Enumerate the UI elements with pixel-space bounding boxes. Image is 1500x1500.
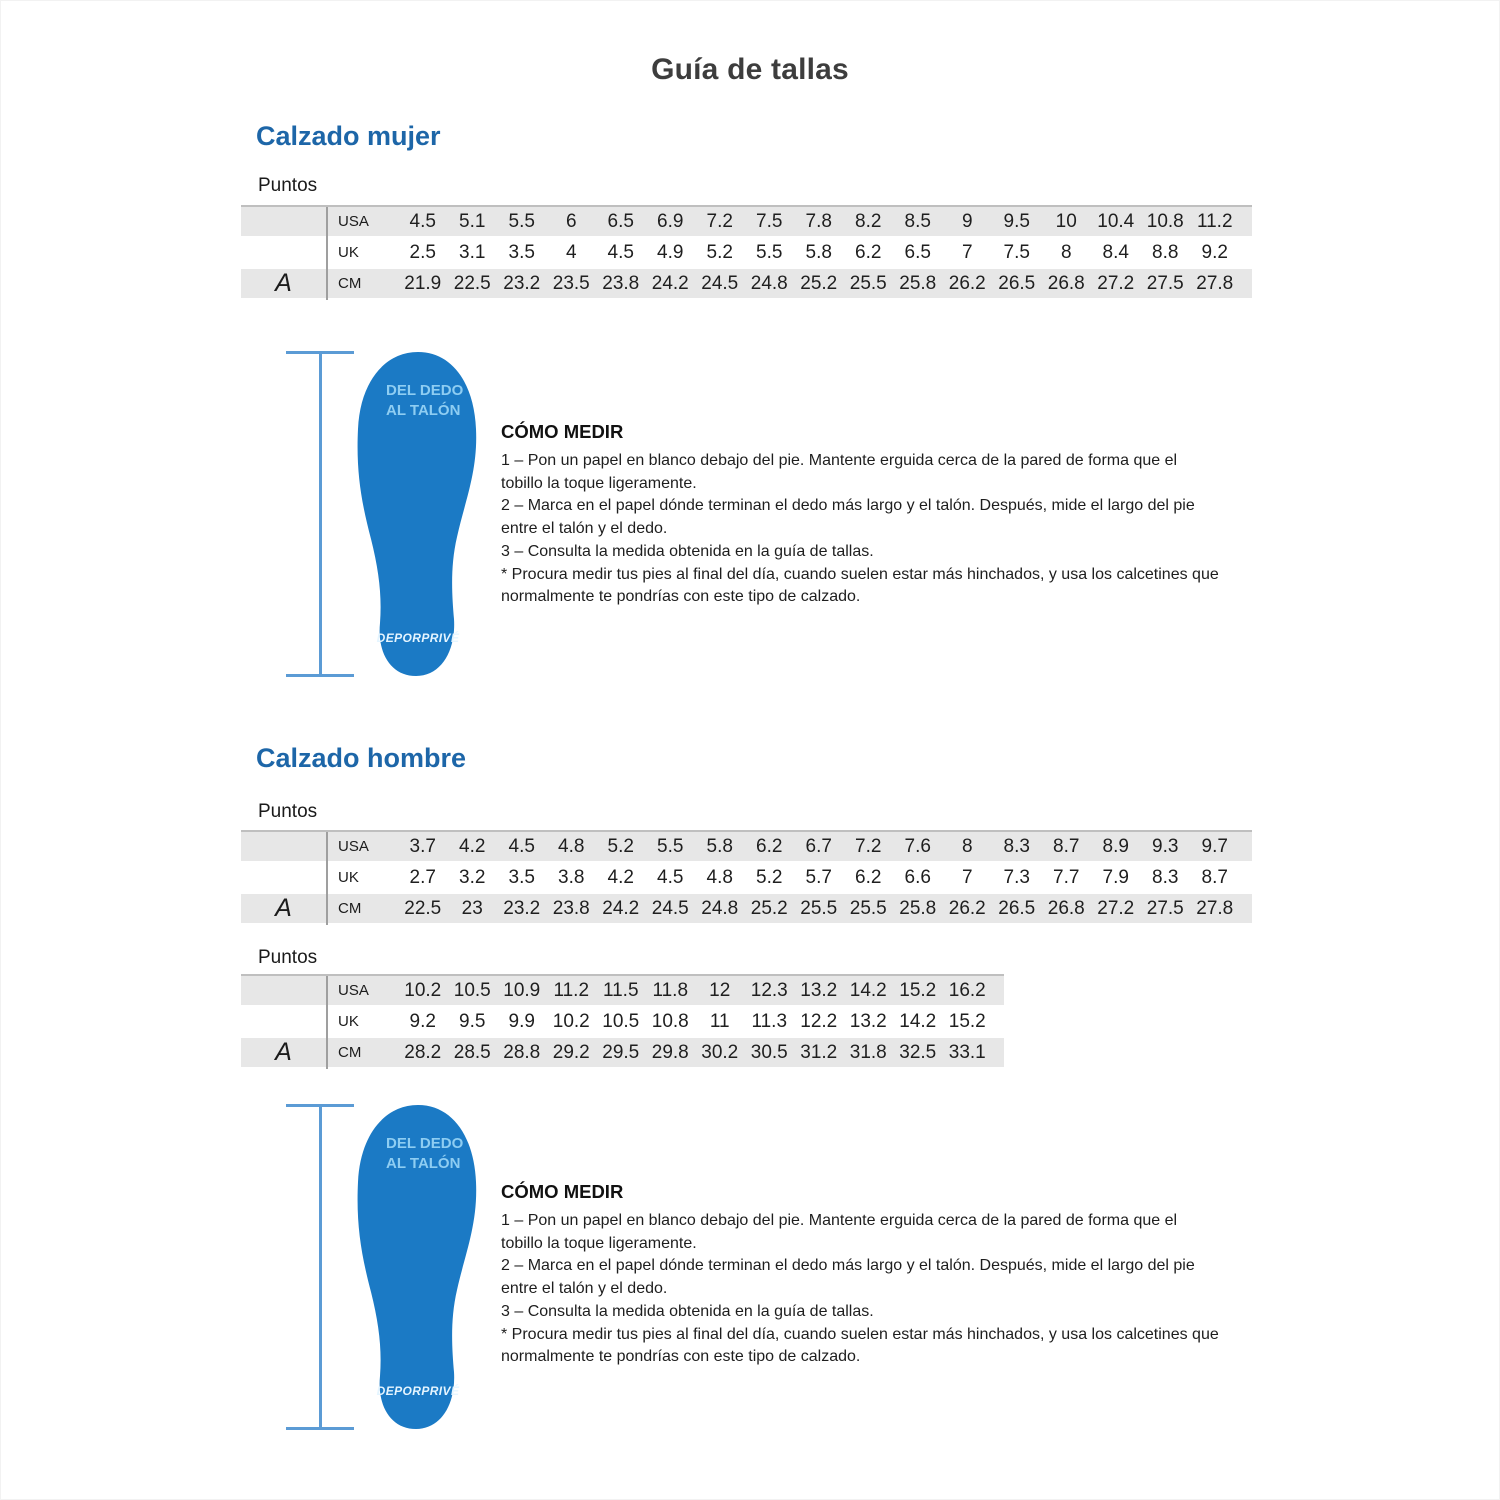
size-value-cell: 7.2 bbox=[855, 835, 882, 857]
size-value-cell: 6.2 bbox=[756, 835, 783, 857]
size-value-cell: 16.2 bbox=[948, 979, 986, 1001]
size-table-row bbox=[241, 976, 1004, 1007]
size-value-cell: 24.2 bbox=[651, 272, 689, 294]
size-value-cell: 5.5 bbox=[508, 210, 535, 232]
size-value-cell: 2.7 bbox=[409, 866, 436, 888]
how-to-measure-women bbox=[501, 421, 1221, 609]
size-value-cell: 9.3 bbox=[1152, 835, 1179, 857]
size-value-cell: 3.5 bbox=[508, 241, 535, 263]
size-value-cell: 10.2 bbox=[404, 979, 442, 1001]
size-value-cell: 4.5 bbox=[657, 866, 684, 888]
foot-diagram-label bbox=[386, 381, 463, 421]
how-to-measure-men bbox=[501, 1181, 1221, 1369]
size-value-cell: 13.2 bbox=[800, 979, 838, 1001]
foot-measure-diagram-men bbox=[286, 1100, 486, 1434]
size-value-cell: 4.8 bbox=[558, 835, 585, 857]
size-value-cell: 3.7 bbox=[409, 835, 436, 857]
size-value-cell: 24.5 bbox=[701, 272, 739, 294]
size-value-cell: 26.5 bbox=[998, 272, 1036, 294]
size-value-cell: 4.2 bbox=[459, 835, 486, 857]
size-value-cell: 31.2 bbox=[800, 1041, 838, 1063]
size-value-cell: 27.5 bbox=[1146, 272, 1184, 294]
size-value-cell: 11.8 bbox=[652, 979, 689, 1001]
size-value-cell: 27.2 bbox=[1097, 897, 1135, 919]
size-value-cell: 25.5 bbox=[849, 272, 887, 294]
size-value-cell: 24.2 bbox=[602, 897, 640, 919]
size-value-cell: 7.2 bbox=[706, 210, 733, 232]
ruler-bottom-cap bbox=[286, 1427, 354, 1430]
row-system-label: CM bbox=[338, 900, 362, 917]
size-value-cell: 26.5 bbox=[998, 897, 1036, 919]
size-value-cell: 27.8 bbox=[1196, 272, 1234, 294]
size-value-cell: 8.5 bbox=[904, 210, 931, 232]
size-value-cell: 4.5 bbox=[508, 835, 535, 857]
size-value-cell: 8 bbox=[961, 835, 973, 857]
size-value-cell: 3.1 bbox=[459, 241, 486, 263]
instruction-step-3: 3 – Consulta la medida obtenida en la guía de tallas. bbox=[501, 542, 874, 560]
size-value-cell: 33.1 bbox=[948, 1041, 986, 1063]
size-value-cell: 22.5 bbox=[404, 897, 442, 919]
size-value-cell: 7.5 bbox=[1003, 241, 1030, 263]
page-title: Guía de tallas bbox=[651, 53, 849, 86]
size-value-cell: 29.5 bbox=[602, 1041, 640, 1063]
size-value-cell: 10.5 bbox=[453, 979, 491, 1001]
size-table-row bbox=[241, 1007, 1004, 1038]
size-value-cell: 23.2 bbox=[503, 272, 541, 294]
size-value-cell: 6.2 bbox=[855, 241, 882, 263]
size-value-cell: 11 bbox=[709, 1010, 730, 1032]
size-value-cell: 23 bbox=[461, 897, 483, 919]
size-value-cell: 10.8 bbox=[651, 1010, 689, 1032]
size-value-cell: 15.2 bbox=[948, 1010, 986, 1032]
row-system-label: USA bbox=[338, 982, 369, 999]
size-value-cell: 15.2 bbox=[899, 979, 937, 1001]
size-value-cell: 6.5 bbox=[904, 241, 931, 263]
size-value-cell: 5.2 bbox=[756, 866, 783, 888]
size-value-cell: 24.8 bbox=[701, 897, 739, 919]
table-caption-puntos-men-2: Puntos bbox=[258, 947, 318, 968]
row-dimension-label: A bbox=[275, 1038, 292, 1066]
size-value-cell: 5.5 bbox=[657, 835, 684, 857]
size-value-cell: 26.2 bbox=[948, 272, 986, 294]
size-table-row bbox=[241, 863, 1252, 894]
size-value-cell: 9.7 bbox=[1201, 835, 1228, 857]
size-value-cell: 22.5 bbox=[453, 272, 491, 294]
size-value-cell: 11.2 bbox=[1196, 210, 1233, 232]
measurement-ruler-line bbox=[319, 351, 322, 677]
size-value-cell: 8.7 bbox=[1053, 835, 1080, 857]
table-caption-puntos-men-1: Puntos bbox=[258, 801, 318, 822]
size-value-cell: 10.8 bbox=[1146, 210, 1184, 232]
size-value-cell: 5.5 bbox=[756, 241, 783, 263]
row-system-label: CM bbox=[338, 275, 362, 292]
foot-label-line1: DEL DEDO bbox=[386, 382, 464, 399]
size-value-cell: 25.5 bbox=[849, 897, 887, 919]
size-value-cell: 28.2 bbox=[404, 1041, 442, 1063]
size-value-cell: 27.5 bbox=[1146, 897, 1184, 919]
size-value-cell: 32.5 bbox=[899, 1041, 937, 1063]
size-value-cell: 11.3 bbox=[751, 1010, 788, 1032]
size-value-cell: 3.8 bbox=[558, 866, 585, 888]
size-value-cell: 12.3 bbox=[750, 979, 788, 1001]
size-value-cell: 8.2 bbox=[855, 210, 882, 232]
size-value-cell: 5.8 bbox=[805, 241, 832, 263]
how-to-heading: CÓMO MEDIR bbox=[501, 1181, 624, 1202]
size-value-cell: 25.8 bbox=[899, 272, 937, 294]
ruler-bottom-cap bbox=[286, 674, 354, 677]
size-value-cell: 9.2 bbox=[409, 1010, 436, 1032]
size-value-cell: 4.8 bbox=[706, 866, 733, 888]
foot-label-line1: DEL DEDO bbox=[386, 1135, 464, 1152]
size-value-cell: 2.5 bbox=[409, 241, 436, 263]
size-value-cell: 6.7 bbox=[805, 835, 832, 857]
table-divider-line bbox=[326, 976, 328, 1069]
size-value-cell: 4.9 bbox=[657, 241, 684, 263]
size-value-cell: 8.9 bbox=[1102, 835, 1129, 857]
size-value-cell: 26.8 bbox=[1047, 897, 1085, 919]
size-value-cell: 29.8 bbox=[651, 1041, 689, 1063]
foot-diagram-label bbox=[386, 1134, 463, 1174]
foot-label-line2: AL TALÓN bbox=[386, 402, 461, 419]
size-value-cell: 8.4 bbox=[1102, 241, 1129, 263]
instruction-step-2: 2 – Marca en el papel dónde terminan el dedo más largo y el talón. Después, mide el largo del pie entre el talón y el dedo. bbox=[501, 1257, 1195, 1298]
size-value-cell: 5.8 bbox=[706, 835, 733, 857]
instruction-step-3: 3 – Consulta la medida obtenida en la guía de tallas. bbox=[501, 1302, 874, 1320]
size-value-cell: 7.7 bbox=[1053, 866, 1080, 888]
section-heading-men: Calzado hombre bbox=[256, 743, 467, 773]
size-value-cell: 27.2 bbox=[1097, 272, 1135, 294]
brand-logo-text: DEPORPRIVÉ bbox=[376, 631, 460, 645]
size-value-cell: 25.8 bbox=[899, 897, 937, 919]
size-value-cell: 8.3 bbox=[1003, 835, 1030, 857]
size-value-cell: 3.2 bbox=[459, 866, 486, 888]
instruction-step-1: 1 – Pon un papel en blanco debajo del pie. Mantente erguida cerca de la pared de forma que el tobillo la toque ligeramente. bbox=[501, 452, 1178, 492]
size-value-cell: 4.5 bbox=[607, 241, 634, 263]
size-value-cell: 23.2 bbox=[503, 897, 541, 919]
size-value-cell: 12.2 bbox=[800, 1010, 838, 1032]
size-value-cell: 28.5 bbox=[453, 1041, 491, 1063]
size-table-row bbox=[241, 1038, 1004, 1069]
size-value-cell: 6.6 bbox=[904, 866, 931, 888]
size-value-cell: 26.2 bbox=[948, 897, 986, 919]
row-system-label: USA bbox=[338, 213, 369, 230]
size-value-cell: 10.2 bbox=[552, 1010, 590, 1032]
size-table-row bbox=[241, 269, 1252, 300]
size-value-cell: 7 bbox=[961, 241, 973, 263]
size-table-row bbox=[241, 238, 1252, 269]
how-to-heading: CÓMO MEDIR bbox=[501, 421, 624, 442]
table-divider-line bbox=[326, 207, 328, 300]
men-size-table-2 bbox=[241, 974, 1004, 1069]
section-heading-women: Calzado mujer bbox=[256, 121, 441, 151]
size-value-cell: 6.5 bbox=[607, 210, 634, 232]
row-system-label: UK bbox=[338, 244, 359, 261]
size-value-cell: 23.5 bbox=[552, 272, 590, 294]
size-value-cell: 10.5 bbox=[602, 1010, 640, 1032]
size-value-cell: 9.2 bbox=[1201, 241, 1228, 263]
size-value-cell: 27.8 bbox=[1196, 897, 1234, 919]
size-value-cell: 9.9 bbox=[508, 1010, 535, 1032]
instruction-step-1: 1 – Pon un papel en blanco debajo del pie. Mantente erguida cerca de la pared de forma que el tobillo la toque ligeramente. bbox=[501, 1212, 1178, 1252]
size-value-cell: 5.2 bbox=[607, 835, 634, 857]
size-value-cell: 9.5 bbox=[1003, 210, 1030, 232]
size-value-cell: 8.3 bbox=[1152, 866, 1179, 888]
instruction-note: * Procura medir tus pies al final del día, cuando suelen estar más hinchados, y usa los calcetines que normalmente te pondrías con este tipo de calzado. bbox=[501, 565, 1219, 606]
size-value-cell: 8.8 bbox=[1152, 241, 1179, 263]
measurement-ruler-line bbox=[319, 1104, 322, 1430]
size-value-cell: 6.9 bbox=[657, 210, 684, 232]
size-value-cell: 24.8 bbox=[750, 272, 788, 294]
foot-label-line2: AL TALÓN bbox=[386, 1155, 461, 1172]
size-value-cell: 9.5 bbox=[459, 1010, 486, 1032]
size-value-cell: 3.5 bbox=[508, 866, 535, 888]
row-dimension-label: A bbox=[275, 894, 292, 922]
instruction-step-2: 2 – Marca en el papel dónde terminan el dedo más largo y el talón. Después, mide el largo del pie entre el talón y el dedo. bbox=[501, 497, 1195, 538]
size-value-cell: 5.1 bbox=[459, 210, 486, 232]
size-value-cell: 31.8 bbox=[849, 1041, 887, 1063]
size-value-cell: 7.8 bbox=[805, 210, 832, 232]
size-value-cell: 10 bbox=[1055, 210, 1077, 232]
row-system-label: UK bbox=[338, 869, 359, 886]
row-system-label: UK bbox=[338, 1013, 359, 1030]
size-value-cell: 4.2 bbox=[607, 866, 634, 888]
size-value-cell: 6 bbox=[565, 210, 577, 232]
size-value-cell: 29.2 bbox=[552, 1041, 590, 1063]
size-value-cell: 11.5 bbox=[602, 979, 639, 1001]
size-value-cell: 7.6 bbox=[904, 835, 931, 857]
size-value-cell: 8 bbox=[1060, 241, 1072, 263]
men-size-table-1 bbox=[241, 830, 1252, 925]
size-value-cell: 10.4 bbox=[1097, 210, 1135, 232]
size-value-cell: 11.2 bbox=[553, 979, 590, 1001]
size-value-cell: 30.2 bbox=[701, 1041, 739, 1063]
size-value-cell: 14.2 bbox=[899, 1010, 937, 1032]
foot-measure-diagram-women bbox=[286, 347, 486, 681]
size-value-cell: 9 bbox=[961, 210, 973, 232]
size-value-cell: 25.2 bbox=[800, 272, 838, 294]
row-dimension-label: A bbox=[275, 269, 292, 297]
size-value-cell: 23.8 bbox=[552, 897, 590, 919]
size-value-cell: 7.5 bbox=[756, 210, 783, 232]
instruction-note: * Procura medir tus pies al final del día, cuando suelen estar más hinchados, y usa los calcetines que normalmente te pondrías con este tipo de calzado. bbox=[501, 1325, 1219, 1366]
size-value-cell: 10.9 bbox=[503, 979, 541, 1001]
size-value-cell: 13.2 bbox=[849, 1010, 887, 1032]
table-divider-line bbox=[326, 832, 328, 925]
size-table-row bbox=[241, 894, 1252, 925]
brand-logo-text: DEPORPRIVÉ bbox=[376, 1384, 460, 1398]
size-value-cell: 25.2 bbox=[750, 897, 788, 919]
size-value-cell: 24.5 bbox=[651, 897, 689, 919]
size-value-cell: 26.8 bbox=[1047, 272, 1085, 294]
row-system-label: CM bbox=[338, 1044, 362, 1061]
size-value-cell: 7.9 bbox=[1102, 866, 1129, 888]
size-value-cell: 8.7 bbox=[1201, 866, 1228, 888]
size-value-cell: 12 bbox=[709, 979, 731, 1001]
size-value-cell: 5.7 bbox=[805, 866, 832, 888]
size-value-cell: 28.8 bbox=[503, 1041, 541, 1063]
size-value-cell: 6.2 bbox=[855, 866, 882, 888]
size-table-row bbox=[241, 832, 1252, 863]
table-caption-puntos-women: Puntos bbox=[258, 175, 318, 196]
size-value-cell: 4 bbox=[565, 241, 577, 263]
size-value-cell: 25.5 bbox=[800, 897, 838, 919]
size-value-cell: 7 bbox=[961, 866, 973, 888]
size-value-cell: 30.5 bbox=[750, 1041, 788, 1063]
women-size-table bbox=[241, 205, 1252, 300]
size-value-cell: 7.3 bbox=[1003, 866, 1030, 888]
size-value-cell: 14.2 bbox=[849, 979, 887, 1001]
size-value-cell: 5.2 bbox=[706, 241, 733, 263]
size-table-row bbox=[241, 207, 1252, 238]
row-system-label: USA bbox=[338, 838, 369, 855]
size-value-cell: 23.8 bbox=[602, 272, 640, 294]
size-value-cell: 21.9 bbox=[404, 272, 442, 294]
size-value-cell: 4.5 bbox=[409, 210, 436, 232]
